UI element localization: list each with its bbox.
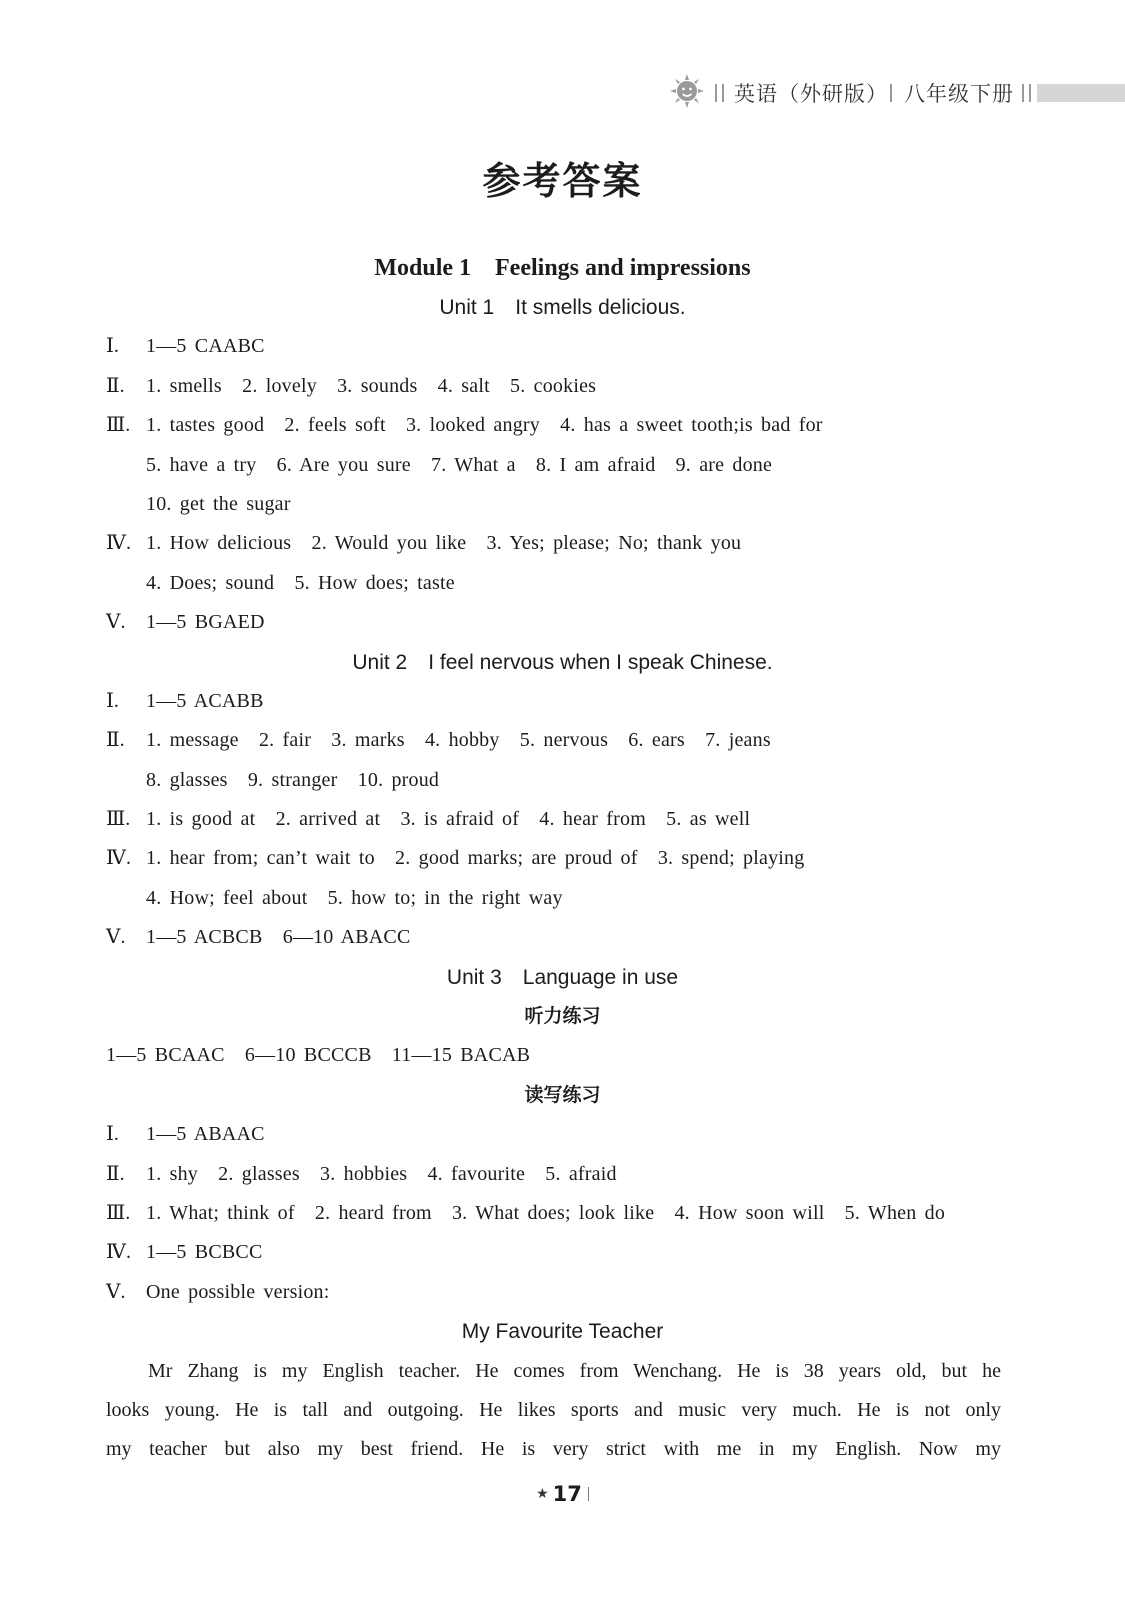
essay-text: my teacher but also my best friend. He is very strict with me in my English. Now my xyxy=(106,1438,1001,1461)
answer-row xyxy=(0,485,1125,524)
answer-row xyxy=(0,603,1125,642)
header-divider xyxy=(1022,84,1031,102)
answer-content xyxy=(0,248,1125,1470)
section-number: Ⅲ. xyxy=(106,1201,131,1224)
module-heading: Module 1 Feelings and impressions xyxy=(374,255,751,281)
answer-row xyxy=(0,327,1125,366)
section-number: Ⅰ. xyxy=(106,335,119,358)
answer-text: 1. is good at 2. arrived at 3. is afraid of 4. hear from 5. as well xyxy=(146,808,751,831)
essay-line xyxy=(0,1391,1125,1430)
answer-row xyxy=(0,406,1125,445)
answer-text: 1. How delicious 2. Would you like 3. Yes; please; No; thank you xyxy=(146,532,742,555)
answer-row xyxy=(0,721,1125,760)
page-number: 17 xyxy=(552,1482,582,1506)
section-number: Ⅳ. xyxy=(106,1241,131,1264)
essay-line xyxy=(0,1430,1125,1469)
star-icon: ★ xyxy=(536,1486,549,1502)
answer-row xyxy=(0,682,1125,721)
answer-row xyxy=(0,1036,1125,1075)
answer-row xyxy=(0,918,1125,957)
section-number: Ⅳ. xyxy=(106,532,131,555)
answer-text: 1—5 CAABC xyxy=(146,335,265,358)
answer-text: 1—5 BGAED xyxy=(146,611,265,634)
answer-text: 1—5 ACBCB 6—10 ABACC xyxy=(146,926,411,949)
essay-text: Mr Zhang is my English teacher. He comes from Wenchang. He is 38 years old, but he xyxy=(148,1359,1001,1382)
answer-row xyxy=(0,564,1125,603)
answer-row xyxy=(0,1194,1125,1233)
section-number: Ⅱ. xyxy=(106,1162,125,1185)
section-number: Ⅴ. xyxy=(106,926,126,949)
answer-row xyxy=(0,1115,1125,1154)
essay-text: looks young. He is tall and outgoing. He likes sports and music very much. He is not only xyxy=(106,1398,1001,1421)
answer-row xyxy=(0,800,1125,839)
listening-answers: 1—5 BCAAC 6—10 BCCCB 11—15 BACAB xyxy=(106,1044,531,1067)
answer-text: 10. get the sugar xyxy=(146,492,291,515)
answer-row xyxy=(0,524,1125,563)
unit3-heading: Unit 3 Language in use xyxy=(446,965,679,989)
reading-writing-heading: 读写练习 xyxy=(524,1083,601,1106)
header-divider xyxy=(715,84,724,102)
answer-text: One possible version: xyxy=(146,1280,330,1303)
section-number: Ⅴ. xyxy=(106,1280,126,1303)
section-number: Ⅲ. xyxy=(106,414,131,437)
answer-text: 4. Does; sound 5. How does; taste xyxy=(146,571,455,594)
answer-text: 4. How; feel about 5. how to; in the right way xyxy=(146,886,563,909)
answer-text: 1. message 2. fair 3. marks 4. hobby 5. nervous 6. ears 7. jeans xyxy=(146,729,771,752)
section-number: Ⅴ. xyxy=(106,611,126,634)
answer-text: 1. hear from; can’t wait to 2. good marks; are proud of 3. spend; playing xyxy=(146,847,805,870)
answer-text: 1—5 BCBCC xyxy=(146,1241,263,1264)
page-footer xyxy=(0,1482,1125,1506)
answer-text: 1—5 ABAAC xyxy=(146,1123,265,1146)
section-number: Ⅳ. xyxy=(106,847,131,870)
section-number: Ⅱ. xyxy=(106,374,125,397)
listening-heading: 听力练习 xyxy=(524,1005,601,1028)
answer-text: 5. have a try 6. Are you sure 7. What a 8. I am afraid 9. are done xyxy=(146,453,773,476)
answer-row xyxy=(0,761,1125,800)
answer-row xyxy=(0,839,1125,878)
page-header xyxy=(0,72,1125,116)
answer-row xyxy=(0,1273,1125,1312)
answer-text: 8. glasses 9. stranger 10. proud xyxy=(146,768,440,791)
answer-row xyxy=(0,1233,1125,1272)
answer-row xyxy=(0,446,1125,485)
sun-face-icon xyxy=(670,74,704,108)
answer-text: 1—5 ACABB xyxy=(146,689,264,712)
header-subject: 英语（外研版） xyxy=(734,82,888,106)
essay-title: My Favourite Teacher xyxy=(461,1320,664,1344)
header-grade: 八年级下册 xyxy=(904,82,1014,106)
section-number: Ⅰ. xyxy=(106,689,119,712)
answer-text: 1. What; think of 2. heard from 3. What does; look like 4. How soon will 5. When do xyxy=(146,1201,946,1224)
answer-text: 1. smells 2. lovely 3. sounds 4. salt 5. cookies xyxy=(146,374,597,397)
answer-text: 1. tastes good 2. feels soft 3. looked angry 4. has a sweet tooth;is bad for xyxy=(146,414,823,437)
section-number: Ⅰ. xyxy=(106,1123,119,1146)
answer-row xyxy=(0,1155,1125,1194)
unit1-heading: Unit 1 It smells delicious. xyxy=(439,296,686,319)
footer-divider xyxy=(588,1487,589,1501)
header-band xyxy=(1037,84,1125,102)
page-title: 参考答案 xyxy=(482,159,643,203)
unit2-heading: Unit 2 I feel nervous when I speak Chinese. xyxy=(352,650,773,674)
section-number: Ⅲ. xyxy=(106,808,131,831)
header-separator xyxy=(890,84,892,102)
essay-line xyxy=(0,1352,1125,1391)
section-number: Ⅱ. xyxy=(106,729,125,752)
answer-text: 1. shy 2. glasses 3. hobbies 4. favourite 5. afraid xyxy=(146,1162,617,1185)
answer-row xyxy=(0,879,1125,918)
answer-row xyxy=(0,367,1125,406)
